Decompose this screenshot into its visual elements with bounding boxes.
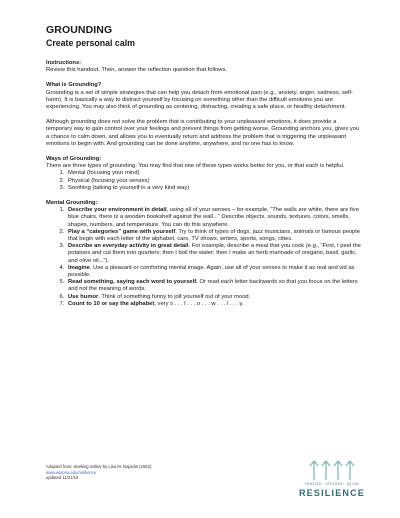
instructions-text: Review this handout. Then, answer the reflection question that follows.	[46, 67, 227, 74]
list-item: 4. Imagine. Use a pleasant or comforting mental image. Again, use all of your senses to make it as real and vid as possible.	[66, 265, 362, 279]
page-title: GROUNDING	[46, 24, 113, 36]
what-paragraph-2: Although grounding does not solve the problem that is contributing to your unpleasant emotions, it does provide a temporary way to gain control over your feelings and prevent things from getting worse. Grounding anchors you, gives you a chance to calm down, and allows you to eventually return and address the problem that is triggering the unpleasant emotions to begin with. And grounding can be done anytime, anywhere, and no one has to know.	[46, 119, 360, 147]
list-item: 6. Use humor. Think of something funny to jolt yourself out of your mood.	[66, 294, 362, 301]
ways-intro: There are three types of grounding. You may find that one of these types works better for you, or that each is helpful.	[46, 163, 345, 170]
list-item: 2. Play a “categories” game with yourself. Try to think of types of dogs, jazz musicians, animals or famous people that begin with each letter of the alphabet, cars, TV shows, writers, sports, songs, cities.	[66, 229, 362, 243]
handout-body	[46, 60, 362, 308]
footer-updated: updated 11/21/16	[46, 475, 79, 481]
list-item: 5. Read something, saying each word to yourself. Or read each letter backwards so that you focus on the letters and not the meaning of words.	[66, 279, 362, 293]
logo-tagline: realize. choose. grow	[304, 481, 360, 486]
list-item: 2. Physical (focusing your senses)	[66, 178, 362, 185]
list-item: 3. Soothing (talking to yourself in a very kind way)	[66, 185, 362, 192]
footer	[46, 464, 152, 481]
list-item: 3. Describe an everyday activity in great detail. For example, describe a meal that you cook (e.g., “First, I peel the potatoes and cut them into quarters; then I boil the water; then I make an herb marinade of oregano, basil, garlic, and olive oil...”).	[66, 243, 362, 265]
instructions-heading: Instructions:	[46, 60, 82, 66]
list-item: 1. Mental (focusing your mind)	[66, 170, 362, 177]
resilience-logo	[292, 458, 372, 502]
mental-list	[46, 207, 362, 308]
what-paragraph-1: Grounding is a set of simple strategies that can help you detach from emotional pain (e.g., anxiety, anger, sadness, self-harm). It is basically a way to distract yourself by focusing on something other than the difficult emotions you are experiencing. You may also think of grounding as centering, distracting, creating a safe place, or healthy detachment.	[46, 89, 353, 111]
ways-heading: Ways of Grounding:	[46, 156, 102, 163]
ways-list	[46, 170, 362, 192]
growth-arrows-icon	[292, 458, 372, 482]
mental-heading: Mental Grounding:	[46, 200, 98, 207]
list-item: 7. Count to 10 or say the alphabet, very s . . . l . . . o . . . w . . . l . . . y.	[66, 301, 362, 308]
logo-wordmark: RESILIENCE	[298, 488, 365, 498]
page-subtitle: Create personal calm	[46, 38, 135, 48]
what-heading: What is Grounding?	[46, 82, 102, 89]
list-item: 1. Describe your environment in detail, using all of your senses – for example, “The walls are white, there are five blue chairs, there is a wooden bookshelf against the wall...” Describe objects, sounds, textures, colors, smells, shapes, numbers, and temperature. You can do this anywhere.	[66, 207, 362, 229]
footer-url[interactable]: www.winona.edu/resilience	[46, 469, 97, 475]
footer-credit: Adapted from: Seeking Safety by Lisa M. Najavits (2002).	[46, 464, 153, 469]
